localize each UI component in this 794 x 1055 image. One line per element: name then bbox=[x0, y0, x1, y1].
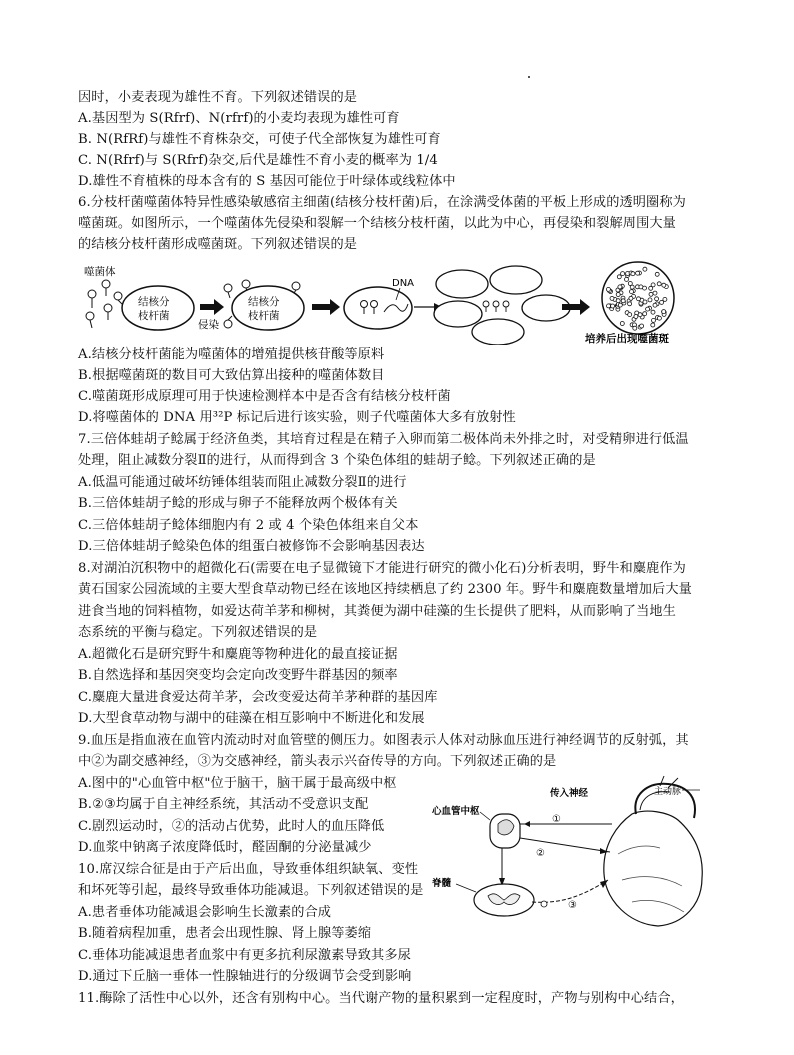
plaque-dot bbox=[652, 318, 656, 322]
q8-stem-line-3: 进食当地的饲料植物，如爱达荷羊茅和柳树，其粪便为湖中硅藻的生长提供了肥料，从而影响了当地生 bbox=[78, 604, 676, 619]
plaque-dot bbox=[663, 297, 667, 301]
bacterium-2 bbox=[232, 286, 304, 330]
plaque-dot bbox=[640, 324, 644, 328]
label-1: ① bbox=[552, 814, 561, 825]
q10-option-b: B.随着病程加重，患者会出现性腺、肾上腺等萎缩 bbox=[78, 926, 372, 941]
plaque-dot bbox=[648, 298, 652, 302]
plaque-dot bbox=[638, 313, 642, 317]
q7-option-a: A.低温可能通过破坏纺锤体组装而阻止减数分裂Ⅱ的进行 bbox=[78, 475, 407, 490]
plaque-dot bbox=[660, 300, 664, 304]
q6-stem-line-3: 的结核分枝杆菌形成噬菌斑。下列叙述错误的是 bbox=[78, 237, 358, 252]
plaque-dot bbox=[634, 315, 638, 319]
plaque-dot bbox=[657, 316, 661, 320]
arrow-2-head bbox=[330, 299, 340, 315]
q6-option-c: C.噬菌斑形成原理可用于快速检测样本中是否含有结核分枝杆菌 bbox=[78, 389, 451, 404]
dna-label: DNA bbox=[392, 278, 415, 289]
plaque-dot bbox=[662, 310, 666, 314]
plaque-dot bbox=[637, 297, 641, 301]
nerve-2 bbox=[520, 838, 610, 852]
arrow-2-shaft bbox=[312, 304, 330, 310]
plaque-dot bbox=[616, 293, 620, 297]
q10-option-c: C.垂体功能减退患者血浆中有更多抗利尿激素导致其多尿 bbox=[78, 948, 411, 963]
plaque-dot bbox=[651, 323, 655, 327]
plaque-dot bbox=[653, 303, 657, 307]
arrow-4-head bbox=[580, 299, 590, 315]
plaque-dot bbox=[606, 287, 610, 291]
plaque-dot bbox=[653, 291, 657, 295]
bacteria-cluster bbox=[434, 266, 570, 345]
plaque-dot bbox=[643, 300, 647, 304]
plaque-dot bbox=[617, 275, 621, 279]
q11-stem-line-1: 11.酶除了活性中心以外，还含有别构中心。当代谢产物的量积累到一定程度时，产物与别构中心结合， bbox=[78, 991, 684, 1006]
q9-option-d: D.血浆中钠离子浓度降低时，醛固酮的分泌量减少 bbox=[78, 840, 372, 855]
q7-option-d: D.三倍体蛙胡子鲶染色体的组蛋白被修饰不会影响基因表达 bbox=[78, 539, 425, 554]
plaque-dot bbox=[616, 299, 620, 303]
plaque-dot bbox=[618, 285, 622, 289]
reflex-arc-figure bbox=[432, 774, 722, 934]
plaque-dot bbox=[629, 296, 633, 300]
bacterium-3 bbox=[344, 287, 412, 329]
plaque-dot bbox=[631, 272, 635, 276]
invade-label: 侵染 bbox=[198, 319, 219, 331]
q5-option-c: C. N(Rfrf)与 S(Rfrf)杂交,后代是雄性不育小麦的概率为 1/4 bbox=[78, 153, 438, 168]
plaque-dot bbox=[643, 267, 647, 271]
heart-outline bbox=[604, 811, 702, 926]
q7-option-b: B.三倍体蛙胡子鲶的形成与卵子不能释放两个极体有关 bbox=[78, 496, 398, 511]
plaque-dot bbox=[610, 296, 614, 300]
plaque-dot bbox=[621, 299, 625, 303]
nerve-1-arrow bbox=[524, 821, 530, 827]
plaque-dot bbox=[625, 277, 629, 281]
plaque-dot bbox=[630, 290, 634, 294]
plaque-dot bbox=[651, 310, 655, 314]
plaque-dot bbox=[628, 302, 632, 306]
plaque-dot bbox=[611, 304, 615, 308]
q8-option-c: C.麋鹿大量进食爱达荷羊茅，会改变爱达荷羊茅种群的基因库 bbox=[78, 690, 438, 705]
q7-option-c: C.三倍体蛙胡子鲶体细胞内有 2 或 4 个染色体组来自父本 bbox=[78, 518, 419, 533]
q7-stem-line-2: 处理，阻止减数分裂Ⅱ的进行，从而得到含 3 个染色体组的蛙胡子鲶。下列叙述正确的是 bbox=[78, 453, 596, 468]
q9-option-c: C.剧烈运动时，②的活动占优势，此时人的血压降低 bbox=[78, 819, 385, 834]
q9-stem-line-2: 中②为副交感神经，③为交感神经，箭头表示兴奋传导的方向。下列叙述正确的是 bbox=[78, 754, 557, 769]
spine-leader bbox=[456, 884, 476, 892]
nerve-3 bbox=[532, 880, 608, 902]
ganglion bbox=[541, 901, 547, 907]
q8-stem-line-1: 8.对湖泊沉积物中的超微化石(需要在电子显微镜下才能进行研究的微小化石)分析表明，野牛和麋鹿作为 bbox=[78, 561, 686, 576]
plaque-dot bbox=[643, 312, 647, 316]
center-label: 心血管中枢 bbox=[432, 806, 480, 817]
aorta-label: 主动脉 bbox=[654, 787, 682, 797]
bacterium-2-label-2: 枝杆菌 bbox=[248, 310, 280, 322]
plaque-dot bbox=[657, 282, 661, 286]
arrow-4-shaft bbox=[562, 304, 580, 310]
q8-option-a: A.超微化石是研究野牛和麋鹿等物种进化的最直接证据 bbox=[78, 647, 398, 662]
q7-stem-line-1: 7.三倍体蛙胡子鲶属于经济鱼类，其培育过程是在精子入卵而第二极体尚未外排之时，对受精卵进行低温 bbox=[78, 432, 689, 447]
phage-label: 噬菌体 bbox=[84, 266, 116, 278]
q6-option-a: A.结核分枝杆菌能为噬菌体的增殖提供核苷酸等原料 bbox=[78, 347, 385, 362]
plaque-dot bbox=[621, 272, 625, 276]
q10-stem-line-2: 和坏死等引起，最终导致垂体功能减退。下列叙述错误的是 bbox=[78, 883, 424, 898]
bacterium-1-label-1: 结核分 bbox=[138, 296, 170, 308]
plaque-dot bbox=[649, 292, 653, 296]
arrow-1-head bbox=[214, 299, 224, 315]
plaque-dot bbox=[655, 272, 659, 276]
q10-stem-line-1: 10.席汉综合征是由于产后出血，导致垂体组织缺氧、变性 bbox=[78, 862, 419, 877]
label-3: ③ bbox=[568, 900, 577, 911]
q5-option-b: B. N(RfRf)与雄性不育株杂交，可使子代全部恢复为雄性可育 bbox=[78, 132, 441, 147]
arrow-1-shaft bbox=[200, 304, 214, 310]
q10-option-a: A.患者垂体功能减退会影响生长激素的合成 bbox=[78, 905, 332, 920]
q6-stem-line-1: 6.分枝杆菌噬菌体特异性感染敏感宿主细菌(结核分枝杆菌)后，在涂满受体菌的平板上形成的透明圈称为 bbox=[78, 195, 686, 210]
bacterium-2-label-1: 结核分 bbox=[248, 296, 280, 308]
q5-option-d: D.雄性不育植株的母本含有的 S 基因可能位于叶绿体或线粒体中 bbox=[78, 174, 456, 189]
plaque-dot bbox=[618, 303, 622, 307]
plaque-dot bbox=[655, 297, 659, 301]
plaque-dot bbox=[636, 271, 640, 275]
afferent-label: 传入神经 bbox=[550, 788, 589, 799]
spine-label: 脊髓 bbox=[432, 878, 452, 889]
label-2: ② bbox=[536, 848, 545, 859]
plaque-dot bbox=[639, 285, 643, 289]
q9-option-a: A.图中的"心血管中枢"位于脑干，脑干属于最高级中枢 bbox=[78, 776, 397, 791]
plaque-dot bbox=[633, 326, 637, 330]
plaque-dot bbox=[628, 282, 632, 286]
q9-stem-line-1: 9.血压是指血液在血管内流动时对血管壁的侧压力。如图表示人体对动脉血压进行神经调节的反射弧，其 bbox=[78, 733, 689, 748]
q5-option-a: A.基因型为 S(Rfrf)、N(rfrf)的小麦均表现为雄性可育 bbox=[78, 111, 400, 126]
bacterium-1 bbox=[122, 286, 194, 330]
q6-option-b: B.根据噬菌斑的数目可大致估算出接种的噬菌体数目 bbox=[78, 368, 385, 383]
phage-icons-left bbox=[86, 280, 122, 328]
plaque-dot bbox=[651, 283, 655, 287]
phage-icons-cluster bbox=[483, 301, 509, 312]
plaque-dot bbox=[628, 313, 632, 317]
phage-plaque-figure bbox=[78, 260, 698, 345]
plaque-dot bbox=[620, 322, 624, 326]
q8-option-b: B.自然选择和基因突变均会定向改变野牛群基因的频率 bbox=[78, 668, 398, 683]
speck bbox=[528, 76, 530, 78]
plaque-dot bbox=[662, 283, 666, 287]
q6-option-d: D.将噬菌体的 DNA 用³²P 标记后进行该实验，则子代噬菌体大多有放射性 bbox=[78, 410, 516, 425]
q6-stem-line-2: 噬菌斑。如图所示，一个噬菌体先侵染和裂解一个结核分枝杆菌，以此为中心，再侵染和裂解周围大量 bbox=[78, 216, 676, 231]
q8-stem-line-4: 态系统的平衡与稳定。下列叙述错误的是 bbox=[78, 625, 318, 640]
q9-option-b: B.②③均属于自主神经系统，其活动不受意识支配 bbox=[78, 797, 369, 812]
q8-option-d: D.大型食草动物与湖中的硅藻在相互影响中不断进化和发展 bbox=[78, 711, 425, 726]
q8-stem-line-2: 黄石国家公园流域的主要大型食草动物已经在该地区持续栖息了约 2300 年。野牛和麋鹿数量增加后大量 bbox=[78, 582, 692, 597]
plaque-dot bbox=[646, 307, 650, 311]
bacterium-1-label-2: 枝杆菌 bbox=[138, 310, 170, 322]
q10-option-d: D.通过下丘脑一垂体一性腺轴进行的分级调节会受到影响 bbox=[78, 969, 412, 984]
q5-stem-tail: 因时，小麦表现为雄性不育。下列叙述错误的是 bbox=[78, 90, 358, 105]
plaque-dot bbox=[607, 304, 611, 308]
center-leader bbox=[480, 812, 490, 820]
plaque-label: 培养后出现噬菌斑 bbox=[585, 333, 669, 345]
